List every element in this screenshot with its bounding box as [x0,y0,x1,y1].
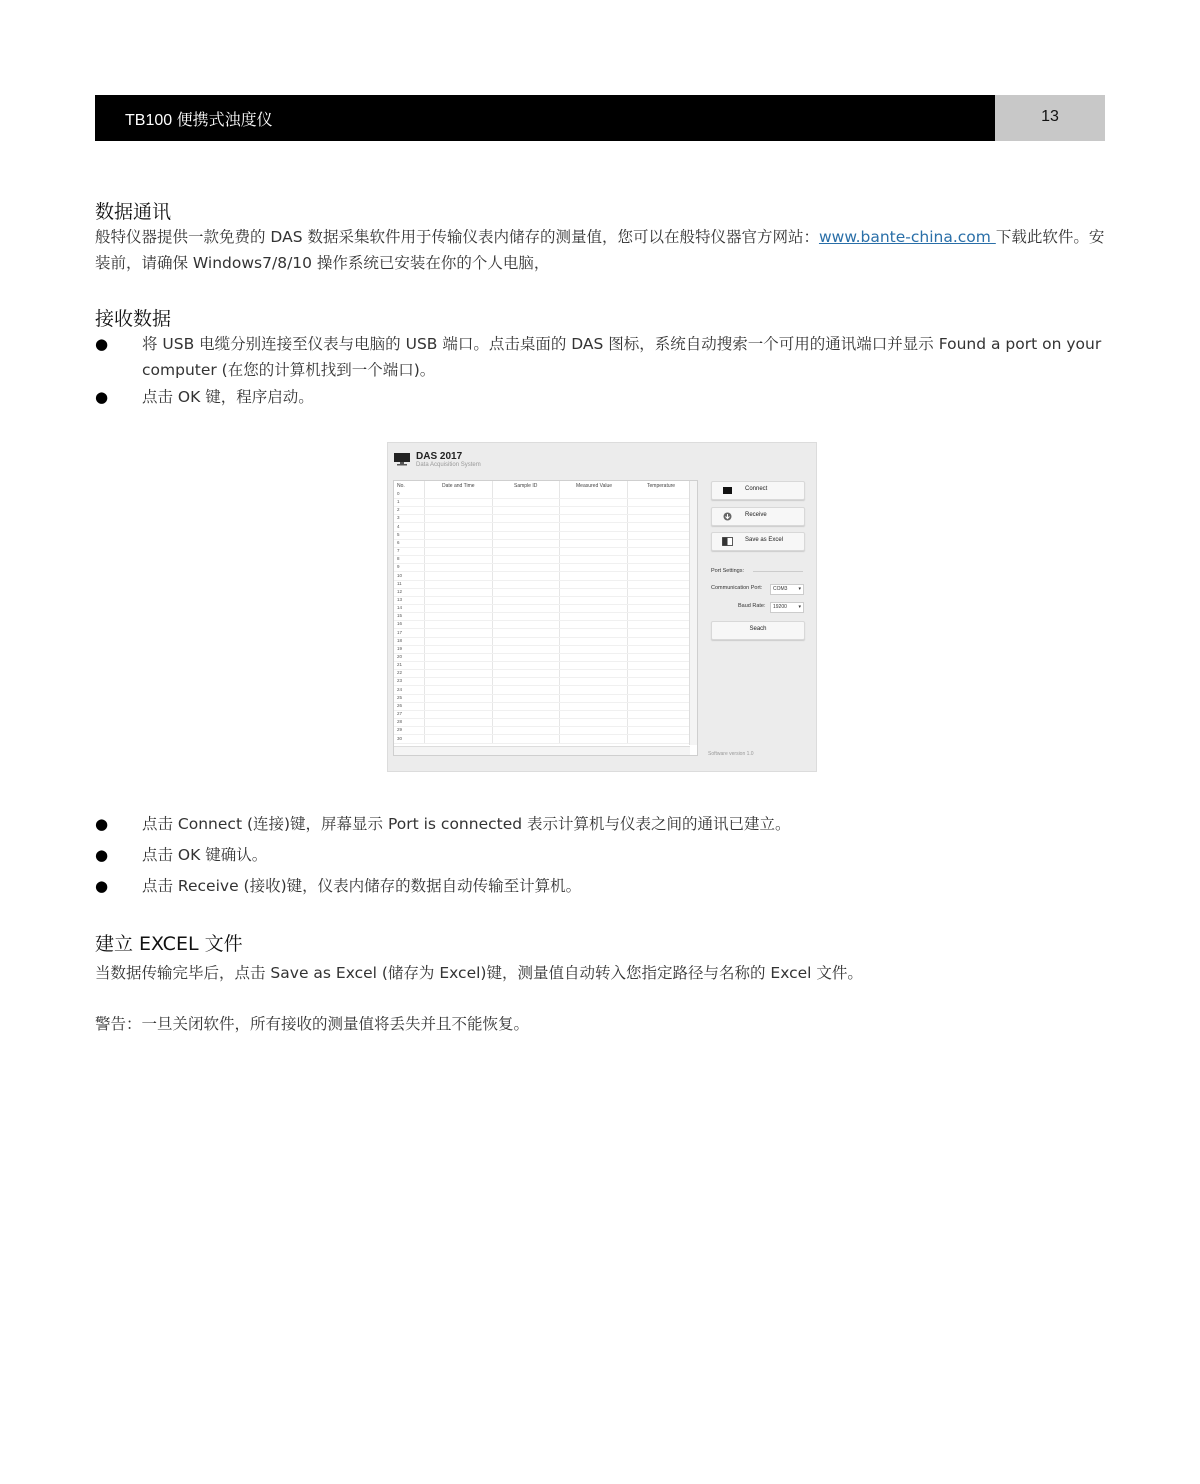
table-row [394,580,690,581]
list-item-text: 将 USB 电缆分别连接至仪表与电脑的 USB 端口。点击桌面的 DAS 图标，系统自动搜索一个可用的通讯端口并显示 Found a port on your computer (在您的计算机找到一个端口)。 [142,335,1102,379]
bullet-icon: ● [95,335,109,353]
table-row-number: 6 [397,539,400,545]
save-as-excel-label: Save as Excel [745,537,784,543]
chevron-down-icon: ▾ [798,586,801,592]
search-label: Seach [749,626,767,632]
table-row-number: 0 [397,491,400,496]
table-row-number: 14 [397,605,403,611]
das-software-screenshot [387,442,817,772]
excel-paragraph: 当数据传输完毕后，点击 Save as Excel (储存为 Excel)键，测量值自动转入您指定路径与名称的 Excel 文件。 [95,964,863,982]
warning-paragraph: 警告：一旦关闭软件，所有接收的测量值将丢失并且不能恢复。 [95,1015,530,1033]
divider [753,571,803,572]
table-row [394,514,690,515]
bullet-icon: ● [95,877,109,895]
table-row-number: 25 [397,694,403,700]
table-row [394,694,690,695]
table-row [394,653,690,654]
search-button[interactable] [711,621,805,640]
baud-rate-label: Baud Rate: [738,603,766,609]
table-row [394,726,690,727]
document-title: TB100 便携式浊度仪 [125,112,273,129]
intro-paragraph [95,224,1107,276]
column-header-temperature: Temperature [647,483,676,489]
table-row-number: 10 [397,572,403,578]
app-subtitle: Data Acquisition System [416,462,481,468]
table-row-number: 11 [397,580,402,586]
table-row-number: 27 [397,711,403,717]
chevron-down-icon: ▾ [798,604,801,610]
table-row [394,571,690,572]
table-row-number: 8 [397,556,400,562]
horizontal-scrollbar[interactable] [394,746,690,755]
monitor-icon [393,452,411,466]
table-row [394,620,690,621]
receive-button[interactable] [711,507,805,526]
communication-port-label: Communication Port: [711,585,763,591]
column-header-measured-value: Measured Value [576,483,613,489]
table-row [394,612,690,613]
table-row-number: 1 [397,499,400,505]
table-row [394,628,690,629]
connect-label: Connect [745,486,768,492]
table-row [394,522,690,523]
data-table [393,480,698,756]
column-header-date-time: Date and Time [442,483,475,489]
table-row [394,669,690,670]
table-row-number: 26 [397,702,403,708]
table-row-number: 12 [397,588,403,594]
table-row-number: 23 [397,678,403,684]
software-version: Software version 1.0 [708,751,754,757]
table-row-number: 15 [397,613,403,619]
table-row [394,743,690,744]
table-row-number: 22 [397,670,403,676]
table-row [394,718,690,719]
table-row [394,661,690,662]
table-row-number: 30 [397,735,403,741]
port-settings-label: Port Settings: [711,568,745,574]
column-header-sample-id: Sample ID [514,483,538,489]
table-row [394,539,690,540]
receive-label: Receive [745,512,767,518]
table-row [394,498,690,499]
table-row [394,604,690,605]
table-row-number: 16 [397,621,403,627]
table-row-number: 29 [397,727,403,733]
table-row [394,685,690,686]
table-row [394,588,690,589]
table-row [394,506,690,507]
table-row-number: 2 [397,507,400,513]
table-row-number: 17 [397,629,403,635]
bullet-icon: ● [95,388,109,406]
table-row-number: 5 [397,531,400,537]
table-row-number: 9 [397,564,400,570]
section-heading-data-communication: 数据通讯 [95,201,172,223]
table-row-number: 7 [397,548,400,554]
list-item-text: 点击 OK 键确认。 [142,846,268,864]
table-row-number: 24 [397,686,403,692]
table-row-number: 21 [397,662,403,668]
download-arrow-icon [722,512,733,521]
table-row [394,637,690,638]
table-row [394,645,690,646]
column-header-no: No. [397,483,405,489]
bullet-icon: ● [95,815,109,833]
connect-button[interactable] [711,481,805,500]
table-row [394,531,690,532]
list-item-text: 点击 Connect (连接)键，屏幕显示 Port is connected 表示计算机与仪表之间的通讯已建立。 [142,815,791,833]
table-row-number: 19 [397,645,403,651]
communication-port-select[interactable] [770,584,804,595]
baud-rate-value: 19200 [773,604,787,610]
header-bar [95,95,995,141]
table-row [394,563,690,564]
list-item-text: 点击 Receive (接收)键，仪表内储存的数据自动传输至计算机。 [142,877,582,895]
table-row [394,702,690,703]
table-row [394,555,690,556]
section-heading-receive-data: 接收数据 [95,308,172,330]
table-row [394,596,690,597]
table-row-number: 28 [397,719,403,725]
table-row-number: 13 [397,596,403,602]
table-row [394,734,690,735]
intro-text: 般特仪器提供一款免费的 DAS 数据采集软件用于传输仪表内储存的测量值，您可以在般特仪器官方网站： [95,228,819,246]
section-heading-create-excel: 建立 EXCEL 文件 [95,933,243,955]
table-row-number: 4 [397,523,400,529]
table-row-number: 3 [397,515,400,521]
table-row [394,677,690,678]
connector-icon [722,486,733,495]
excel-icon [722,537,733,546]
baud-rate-select[interactable] [770,602,804,613]
table-row [394,547,690,548]
page-number: 13 [1041,108,1059,125]
bullet-icon: ● [95,846,109,864]
table-row-number: 18 [397,637,403,643]
save-as-excel-button[interactable] [711,532,805,551]
table-row-number: 20 [397,654,403,659]
table-row [394,710,690,711]
app-title: DAS 2017 [416,451,463,462]
page-number-box [995,95,1105,141]
intro-text-cont: 下载此软件。安装前，请确保 Windows7/8/10 操作系统已安装在你的个人电脑， [95,228,1105,272]
communication-port-value: COM3 [773,586,788,592]
website-link[interactable]: www.bante-china.com [818,228,996,246]
list-item-text: 点击 OK 键，程序启动。 [142,388,314,406]
vertical-scrollbar[interactable] [689,481,697,745]
